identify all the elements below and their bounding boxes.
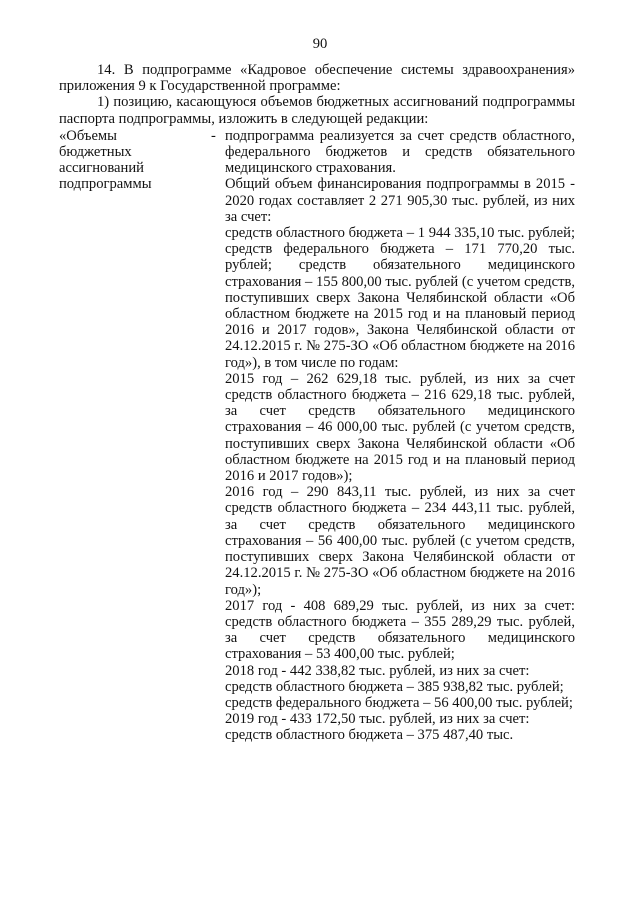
- funding-sources-text: подпрограмма реализуется за счет средств областного, федерального бюджетов и средств обязательного медицинского страхования.: [225, 127, 575, 177]
- document-body: [59, 62, 575, 744]
- row-label-line: «Объемы: [59, 127, 117, 144]
- year-2019-text: 2019 год - 433 172,50 тыс. рублей, из них за счет:: [225, 711, 530, 728]
- year-2016-text: 2016 год – 290 843,11 тыс. рублей, из них за счет средств областного бюджета – 234 443,11 тыс. рублей, за счет средств обязательного медицинского страхования – 56 400,00 тыс. рублей (с учетом средств, поступивших сверх Закона Челябинской области от 24.12.2015 г. № 275-ЗО «Об областном бюджете на 2016 год»);: [225, 484, 575, 598]
- intro-paragraph-2: 1) позицию, касающуюся объемов бюджетных ассигнований подпрограммы паспорта подпрограммы, изложить в следующей редакции:: [59, 94, 575, 127]
- financing-breakdown-text: средств областного бюджета – 1 944 335,10 тыс. рублей; средств федерального бюджета – 171 770,20 тыс. рублей; средств обязательного медицинского страхования – 155 800,00 тыс. рублей (с учетом средств, поступивших сверх Закона Челябинской области «Об областном бюджете на 2015 год и на плановый период 2016 и 2017 годов», Закона Челябинской области от 24.12.2015 г. № 275-ЗО «Об областном бюджете на 2016 год»), в том числе по годам:: [225, 225, 575, 371]
- year-2019-regional-text: средств областного бюджета – 375 487,40 тыс.: [225, 727, 514, 744]
- page-number: 90: [312, 36, 328, 52]
- row-label-line: подпрограммы: [59, 176, 152, 193]
- year-2018-text: 2018 год - 442 338,82 тыс. рублей, из них за счет:: [225, 662, 530, 679]
- passport-table-row: [59, 128, 575, 744]
- year-2018-regional-text: средств областного бюджета – 385 938,82 тыс. рублей;: [225, 678, 564, 695]
- row-label: [59, 128, 211, 744]
- year-2017-text: 2017 год - 408 689,29 тыс. рублей, из них за счет: средств областного бюджета – 355 289,29 тыс. рублей, за счет средств обязательного медицинского страхования – 53 400,00 тыс. рублей;: [225, 597, 575, 663]
- row-label-line: ассигнований: [59, 160, 144, 177]
- row-content: [225, 128, 575, 744]
- year-2015-text: 2015 год – 262 629,18 тыс. рублей, из них за счет средств областного бюджета – 216 629,18 тыс. рублей, за счет средств обязательного медицинского страхования – 46 000,00 тыс. рублей (с учетом средств, поступивших сверх Закона Челябинской области «Об областном бюджете на 2015 год и на плановый период 2016 и 2017 годов»);: [225, 370, 575, 485]
- total-financing-text: Общий объем финансирования подпрограммы в 2015 - 2020 годах составляет 2 271 905,30 тыс. рублей, из них за счет:: [225, 176, 575, 225]
- row-dash: -: [211, 127, 216, 144]
- intro-paragraph-1: 14. В подпрограмме «Кадровое обеспечение системы здравоохранения» приложения 9 к Государственной программе:: [59, 62, 575, 95]
- year-2018-federal-text: средств федерального бюджета – 56 400,00 тыс. рублей;: [225, 694, 573, 711]
- row-label-line: бюджетных: [59, 144, 132, 161]
